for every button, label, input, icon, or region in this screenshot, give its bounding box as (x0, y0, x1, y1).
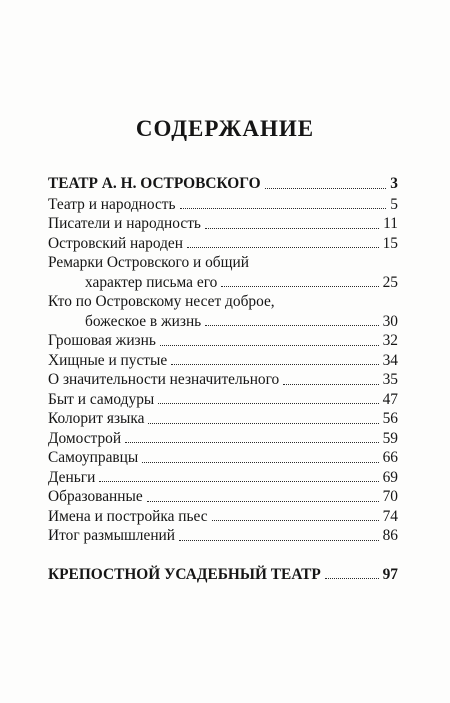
toc-entry-line2 (48, 312, 398, 332)
page-title: СОДЕРЖАНИЕ (135, 116, 315, 141)
toc-entry-page: 86 (382, 527, 398, 544)
toc-entry-page: 69 (382, 468, 398, 486)
toc-entry (48, 507, 398, 527)
toc-entry-label: Хищные и пустые (48, 351, 168, 369)
toc-entry (48, 409, 398, 429)
dot-leader (325, 578, 379, 579)
toc-entry (48, 253, 398, 292)
toc-entry-page: 35 (382, 371, 398, 388)
toc-entry (48, 526, 398, 546)
toc-entry-section-serf-theatre (48, 565, 398, 585)
toc-entry-label: Деньги (48, 468, 96, 486)
toc-entry-label: ТЕАТР А. Н. ОСТРОВСКОГО (48, 175, 261, 192)
toc-entry (48, 351, 398, 371)
dot-leader (265, 188, 387, 189)
table-of-contents (48, 174, 398, 584)
toc-entry (48, 214, 398, 234)
toc-entry-label: Островский народен (48, 234, 183, 252)
toc-entry-page: 97 (382, 565, 398, 583)
toc-entry-label: Образованные (48, 488, 143, 505)
dot-leader (212, 520, 379, 521)
toc-entry (48, 468, 398, 488)
toc-entry-page: 3 (390, 175, 398, 192)
dot-leader (147, 501, 379, 502)
toc-entry-page: 74 (382, 507, 398, 525)
toc-entry-page: 34 (382, 351, 398, 369)
toc-entry-label: Имена и постройка пьес (48, 507, 208, 525)
toc-entry-page: 56 (382, 410, 398, 427)
dot-leader (158, 403, 378, 404)
toc-entry-section-ostrovsky-theatre (48, 174, 398, 194)
toc-entry (48, 448, 398, 468)
dot-leader (160, 345, 379, 346)
toc-entry-page: 66 (382, 449, 398, 466)
toc-entry-label: Писатели и народность (48, 215, 201, 232)
toc-entry-line2 (48, 273, 398, 293)
toc-entry-label: Быт и самодуры (48, 390, 155, 408)
dot-leader (205, 325, 378, 326)
toc-entry (48, 195, 398, 215)
toc-entry-label: Итог размышлений (48, 527, 176, 544)
toc-entry (48, 429, 398, 449)
dot-leader (221, 286, 378, 287)
toc-entry (48, 487, 398, 507)
toc-entry-page: 5 (390, 195, 398, 213)
toc-entry-page: 30 (382, 312, 398, 330)
dot-leader (283, 384, 378, 385)
toc-entry-label: Театр и народность (48, 195, 176, 213)
toc-entry-label: Самоуправцы (48, 449, 139, 466)
toc-entry-page: 25 (382, 273, 398, 291)
toc-entry-label: Домострой (48, 429, 122, 447)
toc-entry-page: 47 (382, 390, 398, 408)
toc-entry-label-line2: божеское в жизнь (85, 312, 202, 330)
dot-leader (187, 247, 379, 248)
toc-entry-label: Грошовая жизнь (48, 332, 156, 349)
toc-entry-label-line1: Ремарки Островского и общий (48, 254, 249, 271)
toc-entry-label: КРЕПОСТНОЙ УСАДЕБНЫЙ ТЕАТР (48, 565, 321, 583)
dot-leader (99, 481, 378, 482)
toc-entry (48, 331, 398, 351)
toc-entry-page: 59 (382, 429, 398, 447)
dot-leader (125, 442, 379, 443)
toc-entry-page: 15 (382, 234, 398, 252)
dot-leader (171, 364, 378, 365)
dot-leader (205, 228, 379, 229)
dot-leader (179, 540, 379, 541)
toc-entry-page: 70 (382, 488, 398, 505)
toc-entry-label-line1: Кто по Островскому несет доброе, (48, 293, 275, 310)
toc-entry (48, 370, 398, 390)
toc-entry (48, 234, 398, 254)
toc-entry-label: О значительности незначительного (48, 371, 280, 388)
toc-entry-label-line2: характер письма его (85, 273, 218, 291)
toc-entry-label: Колорит языка (48, 410, 145, 427)
toc-entry-page: 11 (383, 215, 398, 232)
toc-entry (48, 292, 398, 331)
dot-leader (148, 423, 378, 424)
dot-leader (180, 208, 387, 209)
toc-entry-page: 32 (382, 332, 398, 349)
toc-entry (48, 390, 398, 410)
dot-leader (142, 462, 378, 463)
